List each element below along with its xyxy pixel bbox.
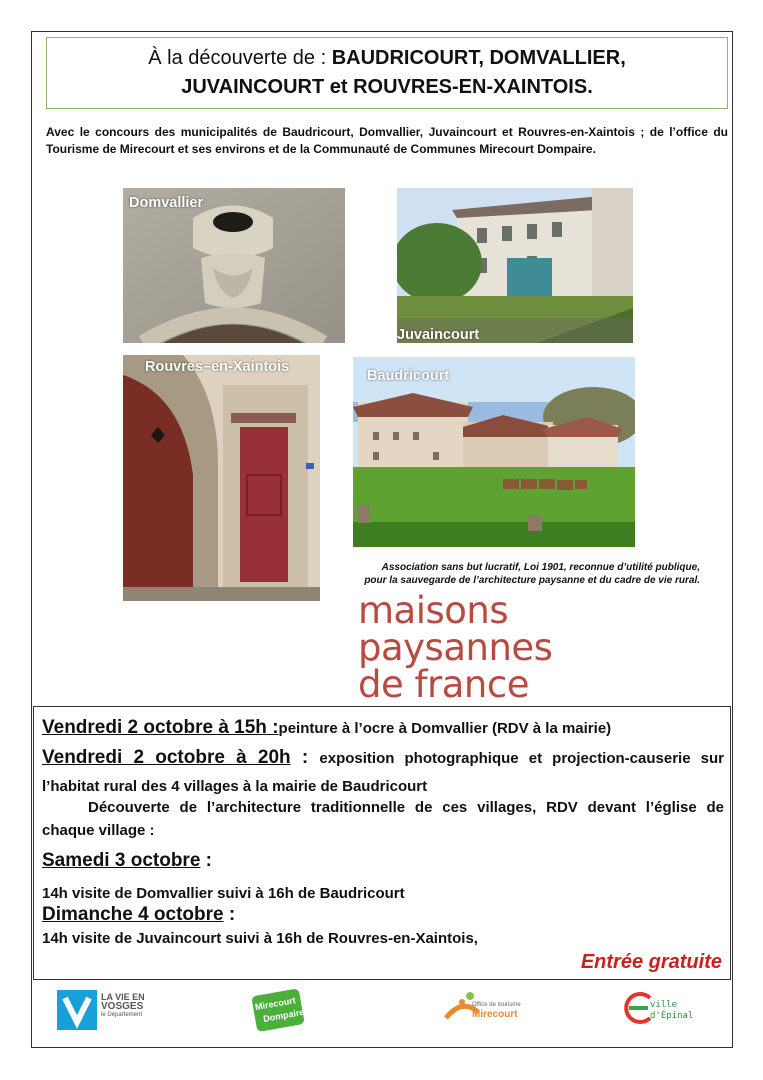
event-2-date: Vendredi 2 octobre à 20h: [42, 747, 291, 768]
free-entry: Entrée gratuite: [580, 951, 722, 973]
office-line1: Office de tourisme: [472, 1002, 521, 1008]
maisons-paysannes-logo: [358, 589, 658, 706]
title-prefix: À la découverte de :: [148, 47, 332, 69]
vosges-line3: le Département: [101, 1012, 143, 1018]
event-1-text: peinture à l’ocre à Domvallier (RDV à la mairie): [278, 720, 612, 737]
photo-label-rouvres: Rouvres–en-Xaintois: [145, 359, 290, 375]
photo-label-domvallier: Domvallier: [129, 195, 204, 211]
ccmd-line2: Dompaire: [262, 1006, 306, 1024]
logo-vosges: [57, 988, 157, 1032]
event-1-date: Vendredi 2 octobre à 15h :: [42, 717, 279, 738]
logo-ccmd: [250, 984, 308, 1036]
event-2-colon: :: [290, 747, 320, 768]
photo-baudricourt: [353, 357, 635, 547]
epinal-line1: ville: [650, 1000, 678, 1010]
saturday-heading: [42, 850, 724, 873]
event-1: [42, 717, 724, 740]
vosges-line1: LA VIE EN: [101, 992, 145, 1002]
logo-office-tourisme: [442, 988, 522, 1036]
photo-domvallier: [123, 188, 345, 343]
ccmd-line1: Mirecourt: [254, 995, 297, 1013]
intro-text: Avec le concours des municipalités de Baudricourt, Domvallier, Juvaincourt et Rouvres-en-Xaintois ; de l’office du Tourisme de Mirecourt et ses environs et de la Communauté de Communes Mirecourt Dompaire.: [46, 125, 728, 156]
logo-mpf-line2: paysannes: [358, 626, 553, 669]
saturday-colon: :: [200, 850, 212, 871]
event-2-text: exposition photographique et projection-causerie sur l’habitat rural des 4 villages à la mairie de Baudricourt: [42, 750, 724, 795]
title-box: [46, 37, 728, 109]
photo-label-juvaincourt: Juvaincourt: [397, 327, 480, 343]
sunday-date: Dimanche 4 octobre: [42, 904, 224, 925]
event-3: [42, 796, 724, 842]
saturday-date: Samedi 3 octobre: [42, 850, 201, 871]
photo-rouvres: [123, 355, 320, 601]
vosges-v-icon: [57, 990, 97, 1030]
logo-mpf-line3: de france: [358, 663, 529, 706]
title-villages-line1: BAUDRICOURT, DOMVALLIER,: [331, 47, 626, 69]
event-3-text: Découverte de l’architecture traditionnelle de ces villages, RDV devant l’église de chaque village :: [42, 799, 724, 839]
event-2: [42, 744, 724, 801]
logo-epinal: [620, 988, 704, 1032]
sunday-colon: :: [223, 904, 236, 925]
photo-label-baudricourt: Baudricourt: [367, 368, 450, 384]
saturday-program: 14h visite de Domvallier suivi à 16h de Baudricourt: [42, 885, 405, 902]
epinal-line2: d'Épinal: [650, 1011, 694, 1021]
sunday-program: 14h visite de Juvaincourt suivi à 16h de Rouvres-en-Xaintois,: [42, 930, 478, 947]
sunday-heading: [42, 904, 724, 927]
logo-mpf-line1: maisons: [358, 589, 509, 632]
photo-juvaincourt: [397, 188, 633, 343]
office-line2: Mirecourt: [472, 1009, 518, 1020]
association-text: Association sans but lucratif, Loi 1901, reconnue d’utilité publique, pour la sauvegarde de l’architecture paysanne et du cadre de vie rural.: [364, 562, 700, 586]
title-villages-line2: JUVAINCOURT et ROUVRES-EN-XAINTOIS.: [181, 76, 593, 98]
vosges-line2: VOSGES: [101, 1001, 144, 1012]
